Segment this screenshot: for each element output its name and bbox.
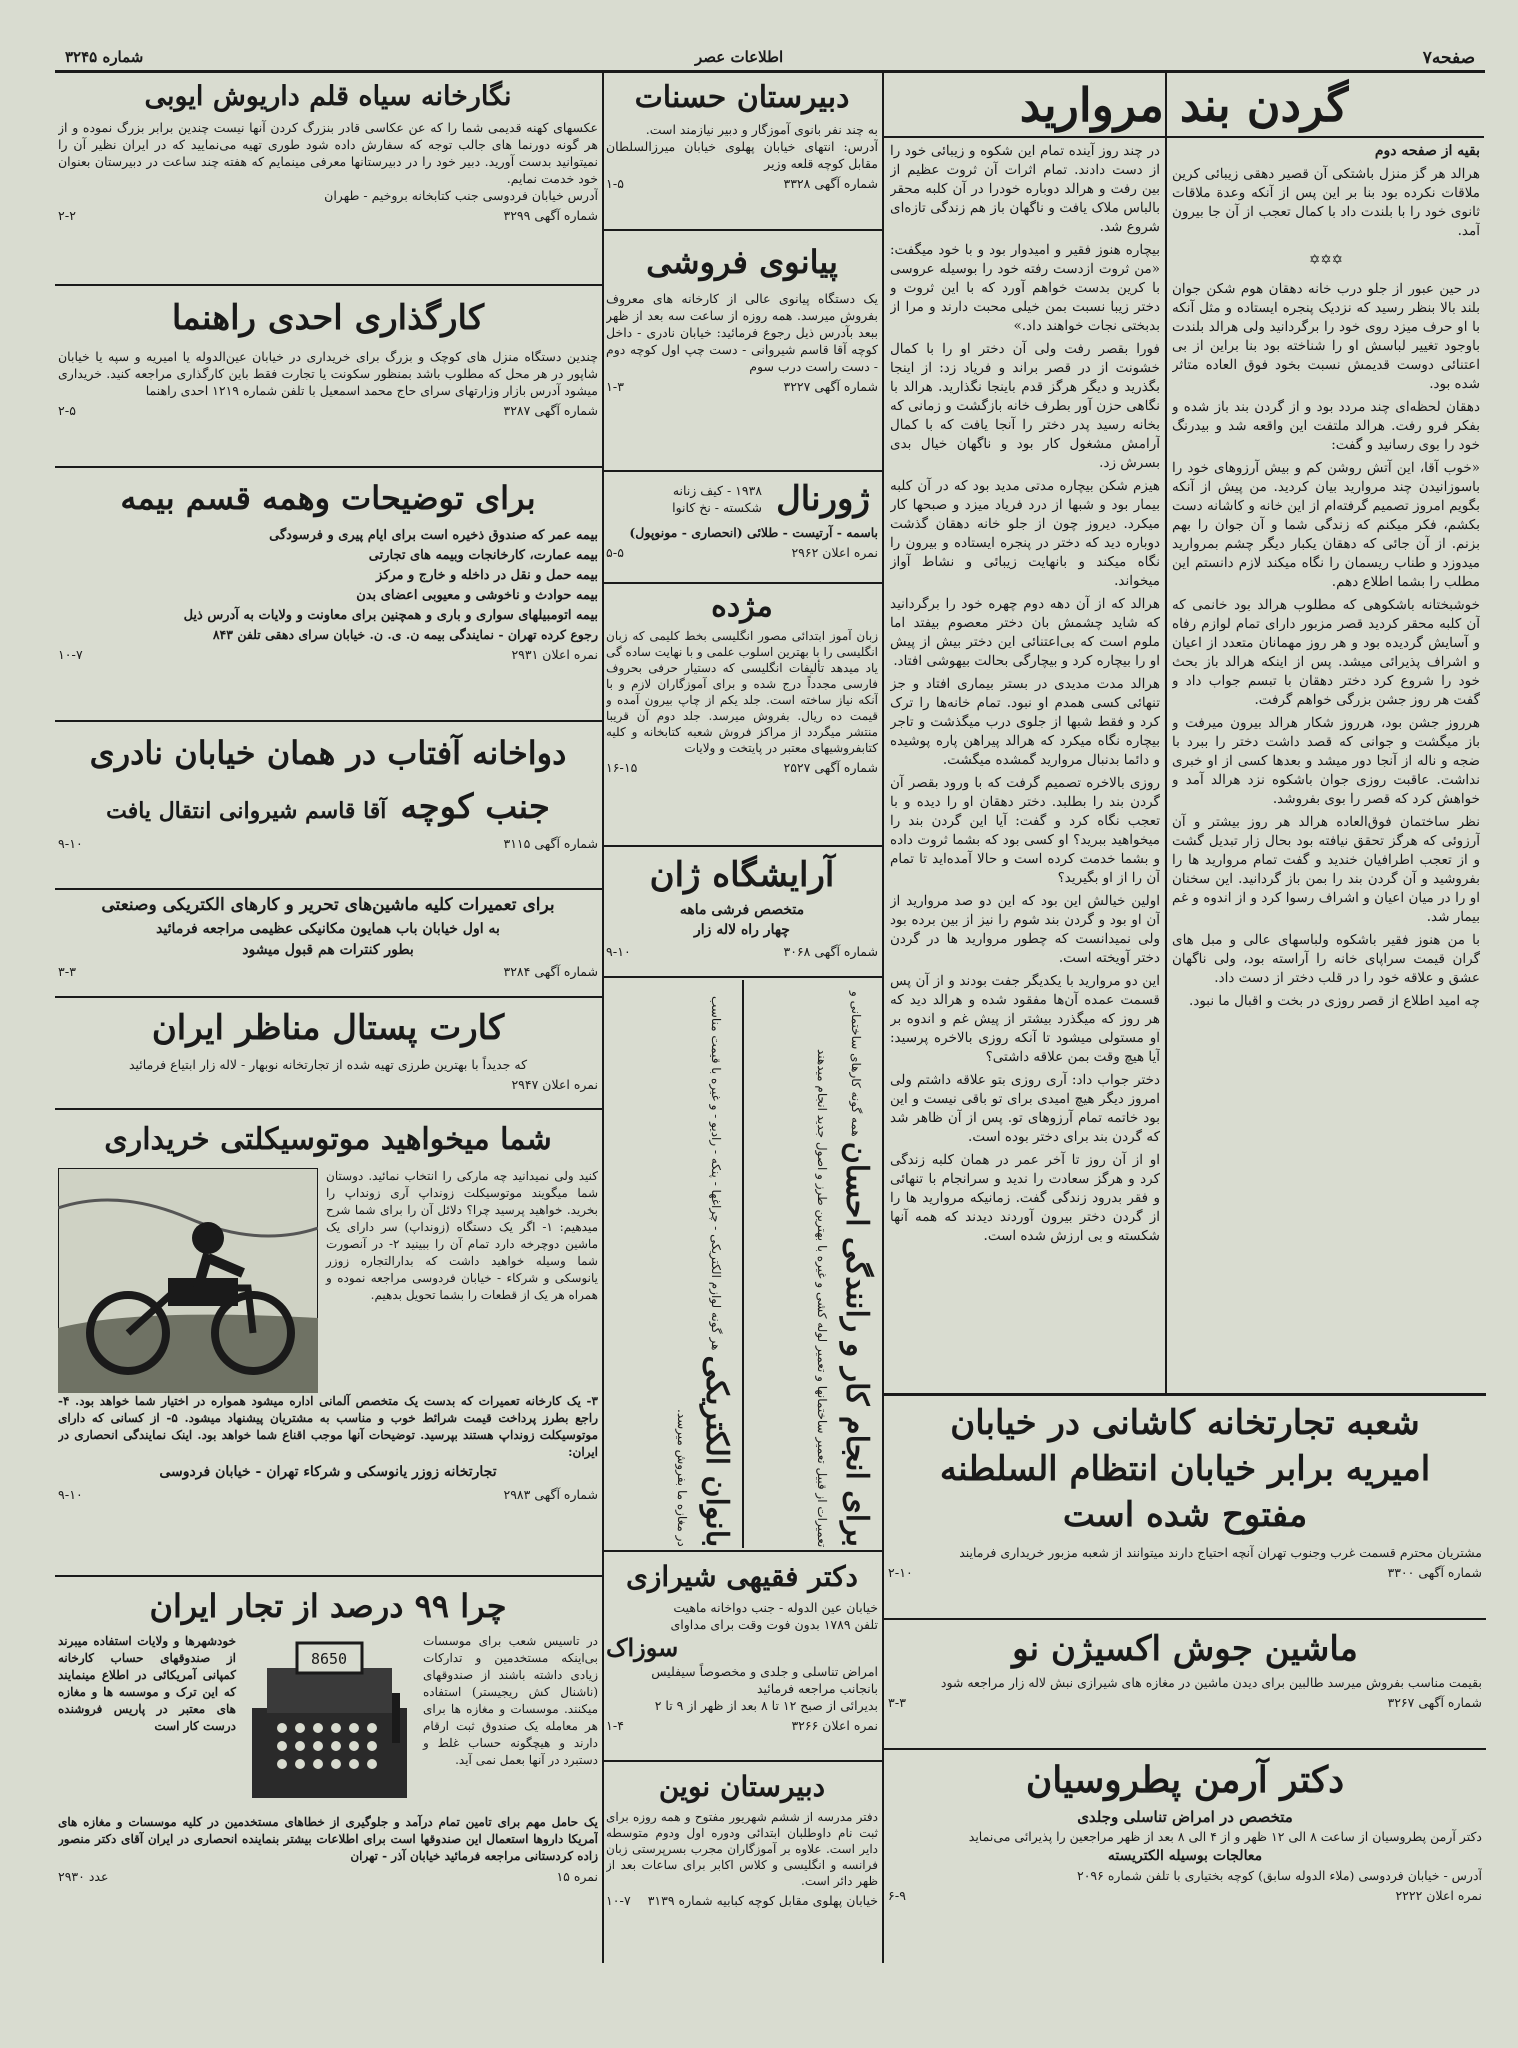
masthead [55, 48, 1485, 70]
ad-kart-body: که جدیداً با بهترین طرزی تهیه شده از تجارتخانه نوبهار - لاله زار ابتیاع فرمائید [128, 1057, 528, 1072]
ad-number: شماره آگهی ۳۳۰۰ [1387, 1565, 1482, 1580]
divider-col-a [1165, 73, 1167, 1393]
divider [884, 1748, 1486, 1750]
story-paragraph: خوشبختانه باشکوهی که مطلوب هرالد بود خانمی که آن کلبه محقر کردید قصر مزبور دارای تمام لوازم رفاه و آسایش گردیده بود و هر روز مهمانان متعدد از اعیان و اشراف پذیرائی میشد. پس از اینکه هرالد باز بحث خود را شروع کرد دختر دهقان با تبسم جواب داد و گفت هر روز جشن بزرگی خواهم گرفت. [1172, 597, 1480, 708]
divider-story-bottom [884, 1393, 1486, 1396]
story-paragraph: هرالد مدت مدیدی در بستر بیماری افتاد و جز تنهائی کسی همدم او نبود. تمام خانه‌ها را ترک کرد و فقط شبها از جلوی درب میگذشت و تاجر بیچاره نگاه میکرد که هرالد پیراهن پاره پوشیده و دائما بدنبال مروارید گمشده میگشت. [890, 676, 1160, 768]
ad-bime-line: بیمه اتومبیلهای سواری و باری و همچنین برای معاونت و ولایات به آدرس ذیل [183, 608, 598, 623]
story-subtitle: بقیه از صفحه دوم [1374, 143, 1480, 159]
story-title-rule [884, 136, 1484, 138]
ad-code: ۲-۵ [58, 403, 76, 418]
divider [55, 888, 602, 890]
story-paragraph: هرالد هر گز منزل باشتکی آن قصیر دهقی زیبائی کرین ملاقات نکرده بود بنا بر این پس از آنکه وعدة ملاقات ثانوی خود را با بلندت داد با کمال تعجب از آن جا بیرون آمد. [1172, 166, 1480, 239]
ad-negarkhane [58, 75, 598, 280]
ad-barghi-main: بانوان الکتریکی [699, 1355, 734, 1547]
cash-register-display: 8650 [310, 1650, 348, 1668]
divider [604, 1760, 882, 1762]
ad-number: نمره اعلان ۳۲۶۶ [791, 1718, 878, 1733]
ad-kashani-line3: مفتوح شده است [1062, 1495, 1308, 1535]
ad-code: ۵-۵ [606, 545, 624, 560]
ad-barghi-vertical [606, 982, 740, 1547]
divider [55, 1575, 602, 1577]
ad-kart-footer [58, 1077, 598, 1092]
ad-davakhane-subtitle: آقا قاسم شیروانی انتقال یافت [106, 798, 387, 824]
ad-faghihi-title: دکتر فقیهی شیرازی [625, 1560, 858, 1593]
ad-arayeshgah-title: آرایشگاه ژان [649, 855, 835, 895]
ad-journal-footer [606, 545, 878, 560]
ad-number: شماره آگهی ۳۰۶۸ [783, 944, 878, 959]
ad-novin-title: دبیرستان نوین [658, 1770, 826, 1803]
divider [55, 284, 602, 286]
story-paragraph: چه امید اطلاع از قصر روزی در بخت و اقبال ما نبود. [1189, 993, 1480, 1009]
ad-dabirestan-novin [606, 1765, 878, 1955]
ad-tamirat-footer [58, 964, 598, 979]
ad-dabirestan-hasanat [606, 75, 878, 225]
ad-moto-body: کنید ولی نمیدانید چه مارکی را انتخاب نمائید. دوستان شما میگویند موتوسیکلت زونداپ آری زونداپ را بخرید. خواهید پرسید چرا؟ دلائل آن را برای شما شرح میدهیم: ۱- اگر یک دستگاه (زونداپ) سر دارای یک ماشین دوچرخه دارد تمام آن را ببینید ۲- در آنصورت شما وسیله خواهید داشت که بدارالتجاره زوزر یانوسکی و شرکاء - خیابان فردوسی مراجعه نموده و همراه هر یک از قطعات را بشما تحویل بدهیم. [326, 1169, 598, 1302]
ad-number: شماره آگهی ۳۲۹۹ [503, 208, 598, 223]
divider [884, 1618, 1486, 1620]
ad-kashani-body: مشتریان محترم قسمت غرب وجنوب تهران آنچه احتیاج دارند میتوانند از شعبه مزبور خریداری فرمایند [959, 1545, 1482, 1560]
ad-moto-dealer: تجارتخانه زوزر یانوسکی و شرکاء تهران - خیابان فردوسی [159, 1464, 497, 1480]
story-column-left [890, 142, 1160, 1387]
ad-negarkhane-body: عکسهای کهنه قدیمی شما را که عن عکاسی قادر بنزرگ کردن آنها نیست چندین برابر بزرگ نموده و از هر گونه دورنما های جالب توجه که سفارش داده شود طوری تهیه می‌نمایید که در ایران نظیر آن را نمیتوانید بدست آورید. دبیر خود را در دبیرستانها معرفی مینمایم که هفته چند ساعت در دبیرستان بعنوان خود خدمت نمایم. [58, 120, 598, 186]
ad-faghihi-line: خیابان عین الدوله - جنب دواخانه ماهیت [673, 1600, 878, 1615]
story-column-right [1172, 142, 1480, 1387]
ad-ehsan-body: همه گونه کارهای ساختمانی و تعمیرات از قبیل تعمیر ساختمانها و تعمیر لوله کشی و غیره با بهترین طرز و اصول جدید انجام میدهند [815, 991, 863, 1547]
ad-number: نمره اعلان ۲۹۶۲ [791, 545, 878, 560]
ad-mojde-title: مژده [711, 589, 773, 624]
ad-code: عدد ۲۹۳۰ [58, 1869, 109, 1884]
ad-arayeshgah-jan [606, 850, 878, 972]
ad-negarkhane-title: نگارخانه سیاه قلم داریوش ایوبی [144, 81, 512, 112]
cash-register-illustration [242, 1633, 417, 1808]
motorcycle-illustration [58, 1168, 318, 1393]
ad-number: شماره آگهی ۳۱۱۵ [503, 836, 598, 851]
story-paragraph: اولین خیالش این بود که این دو صد مروارید از آن او بود و گردن بند شوم را نیز از بین برده بود ولی نمیدانست که چطور مروارید ها در گردن دختر آویخته است. [890, 893, 1160, 966]
story-paragraph: هیزم شکن بیچاره مدتی مدید بود که در آن کلبه بیمار بود و شبها از درد فریاد میزد و صبحها کار میکرد. دیروز چون از جلو خانه دهقان گذشت دوباره دید که دختر در پنجره ایستاده و بیرون را نگاه میکند و بانهایت زیبائی و نشاط آواز میخواند. [890, 478, 1160, 589]
issue-number: شماره ۳۲۴۵ [65, 48, 144, 66]
ad-code: ۲-۱۰ [888, 1565, 913, 1580]
story-paragraph: این دو مروارید با یکدیگر جفت بودند و از آن پس قسمت عمده آن‌ها مفقود شده و هرالد دید که هر روز که میگذرد بیشتر از پیش غم و اندوه بر او مستولی میشود تا آنکه روزی بالاخره پرسید: آیا هیچ وقت بمن علاقه داشتی؟ [890, 973, 1160, 1065]
ad-piano [606, 234, 878, 466]
divider [604, 845, 882, 847]
ad-hasanat-title: دبیرستان حسنات [634, 80, 850, 115]
ad-number: شماره آگهی ۳۲۸۴ [503, 964, 598, 979]
ad-number: شماره آگهی ۲۹۸۳ [503, 1487, 598, 1502]
ad-code: ۲-۲ [58, 208, 76, 223]
story-paragraph: هرالد که از آن دهه دوم چهره خود را برگردانید که شاید چشمش بان دختر معصوم بیفتد اما ملوم است که بی‌اعتنائی این دختر بیش از پیش او را بیچاره کرد و بیچارگی بحالت بیهوشی افتاد. [890, 596, 1160, 669]
ad-novin-body: دفتر مدرسه از ششم شهریور مفتوح و همه روزه برای ثبت نام داوطلبان ابتدائی ودوره اول ودوم متوسطه دایر است. علاوه بر آموزگاران مجرب بسرپرستی زبان فرانسه و انگلیسی و کلاس اکابر برای ساعات بعد از ظهر دائر است. [606, 1810, 878, 1888]
ad-number: شماره آگهی ۳۲۸۷ [503, 403, 598, 418]
ad-faghihi-line: امراض تناسلی و جلدی و مخصوصاً سیفلیس [651, 1664, 878, 1679]
ad-code: ۹-۱۰ [58, 1487, 83, 1502]
ad-cash-bottom: یک حامل مهم برای تامین تمام درآمد و جلوگیری از خطاهای مستخدمین در کلیه موسسات و مغازه های آمریکا داروها استعمال این صندوقها است برای اطلاعات بیشتر بنماینده انحصاری در ایران آقای دکتر منصور زاده کردستانی مراجعه فرمائید خیابان آذر - تهران [58, 1815, 598, 1863]
ad-bime-footer [58, 647, 598, 662]
ad-mashin-body: بقیمت مناسب بفروش میرسد طالبین برای دیدن ماشین در مغازه های شیرازی نبش لاله زار مراجعه شود [940, 1675, 1482, 1690]
ad-journal-line: شکسته - نخ کانوا [672, 500, 762, 515]
ad-cash-register [58, 1579, 598, 1959]
ad-tamirat-line2: به اول خیابان باب همایون مکانیکی عظیمی مراجعه فرمائید [156, 921, 500, 937]
page-label: صفحه۷ [1422, 48, 1475, 68]
ad-hasanat-footer [606, 176, 878, 191]
ad-kashani-title: شعبه تجارتخانه کاشانی در خیابان [950, 1403, 1420, 1443]
ad-mashin-footer [888, 1695, 1482, 1710]
ad-moto-title: شما میخواهید موتوسیکلتی خریداری [104, 1122, 552, 1157]
ad-mojde-footer [606, 760, 878, 775]
ad-code: ۱-۳ [606, 379, 624, 394]
ad-negarkhane-footer [58, 208, 598, 223]
ad-arayeshgah-body: متخصص فرشی ماهه [679, 902, 805, 918]
divider [55, 466, 602, 468]
story-paragraph: در چند روز آینده تمام این شکوه و زیبائی خود را از دست دادند. تمام اثرات آن ثروت عظیم از بین رفت و هرالد دوباره خودرا در آن کلبه محقر بالباس ملاک یافت و ناگهان باز هم زندگی تازه‌ای شروع شد. [890, 143, 1160, 235]
ad-barghi-body: هر گونه لوازم الکتریکی - چراغها - پنکه - رادیو - و غیره با قیمت مناسب در مغازه ما بفروش میرسد. [675, 995, 723, 1547]
ad-mojde [606, 586, 878, 841]
ad-number: شماره آگهی ۳۲۲۷ [783, 379, 878, 394]
ad-tamirat [58, 892, 598, 992]
ad-davakhane-footer [58, 836, 598, 851]
ad-journal [606, 474, 878, 578]
ad-mashin-title: ماشین جوش اکسیژن نو [1012, 1629, 1358, 1669]
divider [55, 1108, 602, 1110]
story-paragraph: نظر ساختمان فوق‌العاده هرالد هر روز بیشتر و آن آرزوئی که هرگز تحقق نیافته بود بحال زار تبدیل گشت و از تعجب اطرافیان خندید و گفت تمام مروارید ها را بفروشید و آن گردن بند را بمن باز گردانید. این سخنان او را در میان اعیان و اشراف رسوا کرد و از اندوه و غم بیمار شد. [1172, 814, 1480, 925]
story-paragraph: فورا بقصر رفت ولی آن دختر او را با کمال خشونت از در قصر براند و فریاد زد: از اینجا بگذرید و دیگر هرگز قدم باینجا نگذارید. هرالد با نگاهی حزن آور بطرف خانه بازگشت و زمانی که بخانه رسید پدر دختر را آنجا یافت که با کمال آرامش مشغول کار بود و ناگهان خیال بدی بسرش زد. [890, 341, 1160, 471]
ad-kashani-footer [888, 1565, 1482, 1580]
ad-number: نمره اعلان ۲۹۴۷ [511, 1077, 598, 1092]
ad-armen-subtitle: متخصص در امراض تناسلی وجلدی [1077, 1808, 1293, 1826]
ad-davakhane-row [58, 782, 598, 832]
ad-kart-postal [58, 1000, 598, 1105]
ad-number: شماره آگهی ۳۲۶۷ [1387, 1695, 1482, 1710]
ad-code: ۱-۴ [606, 1718, 624, 1733]
ad-kart-title: کارت پستال مناظر ایران [151, 1008, 505, 1048]
ad-armen-footer [888, 1888, 1482, 1903]
ad-dr-armen [888, 1754, 1482, 1959]
paper-name: اطلاعات عصر [695, 48, 784, 66]
ad-faghihi-hours: بدیرائی از صبح ۱۲ تا ۸ بعد از ظهر از ۹ تا ۲ [654, 1698, 878, 1713]
ad-ehsan-vertical [745, 982, 880, 1547]
ad-code: ۱-۵ [606, 176, 624, 191]
ad-davakhane-subtitle-big: جنب کوچه [400, 787, 550, 827]
ad-kashani [888, 1400, 1482, 1615]
ad-cash-title: چرا ۹۹ درصد از تجار ایران [149, 1587, 507, 1625]
ad-cash-footer [58, 1869, 598, 1884]
ad-kashani-line2: امیریه برابر خیابان انتظام السلطنه [939, 1449, 1431, 1489]
divider [55, 996, 602, 998]
ad-davakhane [58, 724, 598, 884]
ad-bime-line: بیمه عمارت، کارخانجات وبیمه های تجارتی [368, 548, 598, 563]
ad-ehsan-main: برای انجام کار و رانندگی احسان [839, 1141, 874, 1547]
divider-col-c [602, 73, 604, 1963]
divider [604, 1550, 882, 1552]
ad-faghihi-line: بانجانب مراجعه فرمائید [756, 1681, 878, 1696]
ad-piano-title: پیانوی فروشی [646, 243, 838, 281]
ad-faghihi-big: سوزاک [606, 1633, 679, 1662]
ad-novin-footer [606, 1893, 878, 1908]
divider [742, 980, 744, 1548]
ad-moto-body2: ۳- یک کارخانه تعمیرات که بدست یک متخصص آلمانی اداره میشود همواره در اختیار شما خواهد بود. ۴- راجع بطرز پرداخت قیمت شرائط خوب و مناسب به مشتریان پیشنهاد میشود. ۵- از کسانی که دارای موتوسیکلت زونداپ هستند بپرسید. توضیحات آنها موجب اقناع شما خواهد بود. اینک نمایندگی انحصاری در ایران: [58, 1394, 598, 1459]
ad-kargozari [58, 288, 598, 463]
ad-bime-line: بیمه عمر که صندوق ذخیره است برای ایام پیری و فرسودگی [269, 528, 598, 543]
story-paragraph: دختر جواب داد: آری روزی بتو علاقه داشتم ولی امروز دیگر هیچ امیدی برای تو باقی نیست و این بود خاتمه تمام آرزوهای تو. پس از آن ظاهر شد که گردن بند برای دختر بوده است. [890, 1072, 1160, 1145]
ad-cash-left-text: خودشهرها و ولایات استفاده میبرند از صندوقهای حساب کارخانه کمپانی آمریکائی در اطلاع مینمایند که این ترک و موسسه ها و مغازه های معتبر در پاریس فروشنده درست کار است [58, 1634, 236, 1733]
ad-novin-address: خیابان پهلوی مقابل کوچه کبابیه شماره ۳۱۳۹ [647, 1893, 878, 1908]
ad-bime [58, 470, 598, 715]
ad-number: نمره اعلان ۲۲۲۲ [1395, 1888, 1482, 1903]
ad-arayeshgah-footer [606, 944, 878, 959]
ad-number: شماره آگهی ۳۳۲۸ [783, 176, 878, 191]
ad-arayeshgah-address: چهار راه لاله زار [694, 922, 790, 938]
story-paragraph: با من هنوز فقیر باشکوه ولباسهای عالی و مبل های گران قیمت سراپای خانه را آراسته بود، ولی ناگهان عشق و علاقه خود را در قلب دختر از دست داد. [1172, 932, 1480, 986]
ad-number: نمره اعلان ۲۹۳۱ [511, 647, 598, 662]
ad-bime-line: بیمه حوادث و ناخوشی و معیوبی اعضای بدن [356, 588, 598, 603]
ad-journal-row [606, 474, 878, 524]
ad-armen-address: آدرس - خیابان فردوسی (ملاء الدوله سابق) کوچه بختیاری با تلفن شماره ۲۰۹۶ [1077, 1868, 1482, 1883]
ad-journal-title: ژورنال [776, 479, 870, 519]
ad-mojde-body: زبان آموز ابتدائی مصور انگلیسی بخط کلیمی که زبان انگلیسی را با بهترین اسلوب علمی و با نهایت ساده گی یاد میدهد تألیفات انگلیسی که دستیار حرفی بحروف فارسی مجدداً درج شده و برای آموزگاران لازم و با آنکه نیاز ساخته است. جلد یکم از چاپ بیرون آمده و قیمت ده ریال. بفروش میرسد. جلد دوم آن قریبا منتشر میگردد از مراکز فروش شعبه کتابخانه و کلیه کتابفروشیهای معتبر در پایتخت و ولایات [606, 629, 878, 755]
ad-code: ۳-۳ [888, 1695, 906, 1710]
ad-cash-row [58, 1633, 598, 1808]
ad-tamirat-line1: برای تعمیرات کلیه ماشین‌های تحریر و کارهای الکتریکی وصنعتی [101, 895, 555, 915]
ad-number: نمره ۱۵ [556, 1869, 598, 1884]
ad-armen-hours: دکتر آرمن پطروسیان از ساعت ۸ الی ۱۲ ظهر و از ۴ الی ۸ بعد از ظهر مراجعین را پذیرائی می‌نماید [968, 1829, 1482, 1844]
story-paragraph: روزی بالاخره تصمیم گرفت که با ورود بقصر آن گردن بند را بطلبد. دختر دهقان او را دیده و با تعجب نگاه کرد و گفت: آیا این گردن بند را میخواهید ببرید؟ او کسی بود که بشما ثروت داده و بشما خدمت کرده است و حالا آمده‌اید تا تمام آن را از او بگیرید؟ [890, 775, 1160, 886]
ad-kargozari-body: چندین دستگاه منزل های کوچک و بزرگ برای خریداری در خیابان عین‌الدوله یا امیریه و سپه یا خیابان شاپور در هر محل که مطلوب باشد بمنظور سکونت یا تجارت فقط باین کارگذاری مراجعه کنید. خریداری میشود آدرس بازار وزارتهای سرای حاج محمد اسمعیل با تلفن شماره ۱۲۱۹ احدی راهنما [58, 349, 598, 398]
ad-kargozari-title: کارگذاری احدی راهنما [171, 298, 485, 338]
ad-armen-title: دکتر آرمن پطروسیان [1025, 1759, 1345, 1801]
ad-armen-treatment: معالجات بوسیله الکتریسته [1107, 1848, 1263, 1864]
ad-hasanat-address: آدرس: انتهای خیابان پهلوی خیابان میرزالسلطان مقابل کوچه قلعه وزیر [606, 139, 878, 171]
ad-moto-row [58, 1168, 598, 1393]
story-paragraph: در حین عبور از جلو درب خانه دهقان هوم شکن جوان بلند بالا بنظر رسید که نزدیک پنجره ایستاده و مثل آنکه با او حرف میزد روی خود را برگردانید ولی هرالد بلندت باوجود تغییر لباسش او را شناخته بود بنا براین از بی اعتنائی دوست قدیمش نسبت بخود فوق العاده متاثر شده بود. [1172, 281, 1480, 392]
ad-piano-body: یک دستگاه پیانوی عالی از کارخانه های معروف بفروش میرسد. همه روزه از ساعت سه بعد از ظهر ببعد بآدرس ذیل رجوع فرمائید: خیابان نادری - داخل کوچه آقا قاسم شیروانی - دست چپ اول کوچه دوم - دست راست درب سوم [606, 291, 878, 374]
ad-code: ۹-۱۰ [606, 944, 631, 959]
ad-number: شماره آگهی ۲۵۲۷ [783, 760, 878, 775]
ad-journal-line: باسمه - آرتیست - طلائی (انحصاری - مونوپول) [629, 525, 878, 540]
ad-code: ۱۰-۷ [606, 1893, 631, 1908]
ad-code: ۱۰-۷ [58, 647, 83, 662]
ad-mashin-josh [888, 1624, 1482, 1744]
divider [604, 582, 882, 584]
ad-tamirat-line3: بطور کنترات هم قبول میشود [242, 942, 414, 958]
divider-col-b [882, 73, 884, 1963]
ad-motorcycle [58, 1112, 598, 1570]
story-title: گردن بند مروارید [1019, 78, 1349, 132]
divider [604, 470, 882, 472]
ad-piano-footer [606, 379, 878, 394]
divider [604, 976, 882, 978]
ad-kargozari-footer [58, 403, 598, 418]
ad-code: ۶-۹ [888, 1888, 906, 1903]
ad-faghihi-footer [606, 1718, 878, 1733]
ad-hasanat-body: به چند نفر بانوی آموزگار و دبیر نیازمند است. [645, 122, 878, 137]
ad-moto-footer [58, 1487, 598, 1502]
ad-dr-faghihi [606, 1555, 878, 1755]
story-paragraph: «خوب آقا، این آتش روشن کم و بیش آرزوهای خود را باسوزانیدن چند مروارید بیان کردید. من پیش از آنکه بگویم امروز تصمیم گرفته‌ام از این خانه و کاشانه دست بکشم، فکر میکنم که زندگی شما و آن جوان را بهم بزنم. از آن جائی که دهقان یکبار دیگر چشم بمروارید میدوزد و طناب ریسمان را نگاه میکند لازم دانستم این مطلب را بشما اطلاع دهم. [1172, 460, 1480, 590]
ad-code: ۹-۱۰ [58, 836, 83, 851]
story-paragraph: دهقان لحظه‌ای چند مردد بود و از گردن بند باز شده و بفکر فرو رفت. هرالد ملتفت این واقعه شد و بیدرنگ خود را بوی رسانید و گفت: [1172, 399, 1480, 453]
ad-faghihi-line: تلفن ۱۷۸۹ بدون فوت وقت برای مداوای [670, 1617, 878, 1632]
ad-davakhane-title: دواخانه آفتاب در همان خیابان نادری [89, 734, 567, 772]
divider [604, 229, 882, 231]
ad-code: ۱۶-۱۵ [606, 760, 638, 775]
masthead-rule [55, 70, 1485, 73]
ad-negarkhane-address: آدرس خیابان فردوسی جنب کتابخانه بروخیم - طهران [324, 188, 598, 203]
story-paragraph: بیچاره هنوز فقیر و امیدوار بود و با خود میگفت: «من ثروت ازدست رفته خود را بوسیله عروسی با کرین بدست خواهم آورد که با این ثروت و دختر زیبا نسبت بمن خیلی محبت دارند و مرا از بدبختی نجات خواهند داد.» [890, 242, 1160, 334]
story-paragraph: او از آن روز تا آخر عمر در همان کلبه زندگی کرد و هرگز سعادت را ندید و سرانجام با تنهائی و فقر بدرود زندگی گفت. زمانیکه مروارید ها را از گردن دختر بیرون آوردند دیدند که همه آنها شکسته و بی ارزش شده است. [890, 1152, 1160, 1244]
ornament-stars: ✡✡✡ [1309, 252, 1343, 268]
ad-bime-line: بیمه حمل و نقل در داخله و خارج و مرکز [376, 568, 598, 583]
ad-bime-title: برای توضیحات وهمه قسم بیمه [120, 479, 536, 517]
ad-cash-right-text: در تاسیس شعب برای موسسات بی‌اینکه مستخدمین و تدارکات زیادی داشته باشند از صندوقهای (ناشنال کش ریجیستر) استفاده میکنند. موسسات و مغازه ها برای هر معامله یک صندوق ثبت ارقام دارند و هیچگونه حساب غلط و دستبرد در آنها بعمل نمی آید. [423, 1634, 598, 1767]
divider [55, 720, 602, 722]
ad-code: ۳-۳ [58, 964, 76, 979]
ad-journal-line: ۱۹۳۸ - کیف زنانه [672, 483, 762, 498]
story-paragraph: هرروز جشن بود، هرروز شکار هرالد بیرون میرفت و باز میگشت و جوانی که قصد داشت دختر را ببرد با ضجه و ناله از آنجا دور میشد و بعدها کسی از او خبری نداشت. عاقبت روزی جوان باشکوه نزد هرالد آمد و خواهش کرد که قصر را بوی بفروشد. [1172, 715, 1480, 807]
ad-bime-contact: رجوع کرده تهران - نمایندگی بیمه ن. ی. ن. خیابان سرای دهقی تلفن ۸۴۳ [212, 627, 598, 642]
ad-journal-lines [606, 482, 762, 516]
